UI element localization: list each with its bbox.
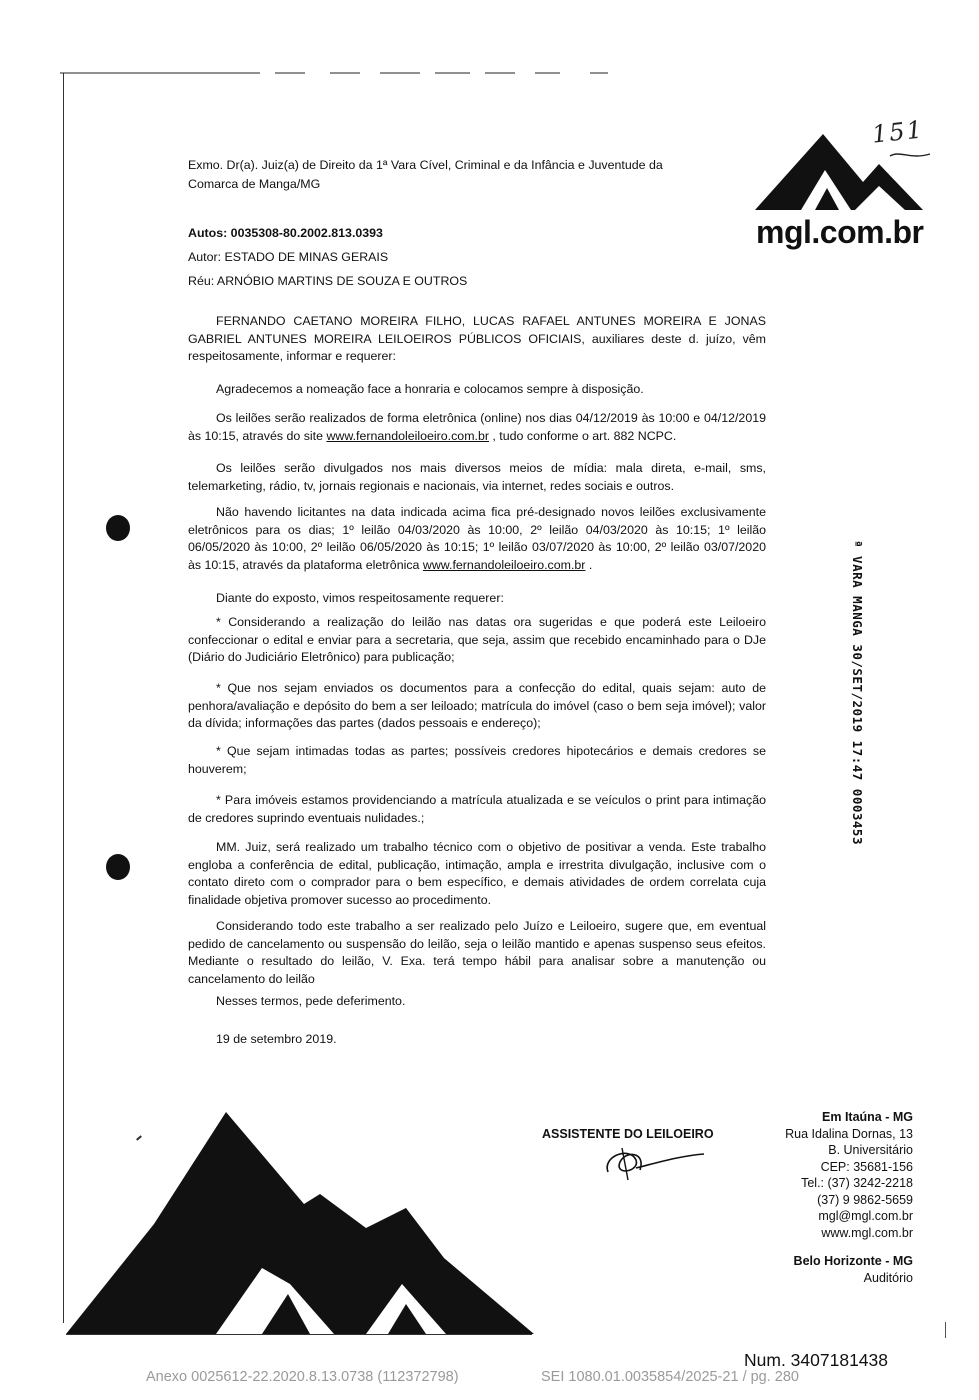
contact-city-bh: Belo Horizonte - MG (793, 1254, 913, 1268)
signature-label: ASSISTENTE DO LEILOEIRO (542, 1127, 714, 1141)
contact-email[interactable]: mgl@mgl.com.br (818, 1209, 913, 1223)
paragraph-cancellation: Considerando todo este trabalho a ser realizado pelo Juízo e Leiloeiro, sugere que, em eventual pedido de cancelamento ou suspensão do leilão, seja o leilão mantido e apenas suspenso seus efeitos. Mediante o resultado do leilão, V. Exa. terá tempo hábil para analisar sobre a manutenção ou cancelamento do leilão (188, 919, 766, 986)
brand-name: mgl.com.br (756, 214, 924, 250)
defendant: Réu: ARNÓBIO MARTINS DE SOUZA E OUTROS (188, 274, 468, 288)
platform-link[interactable]: www.fernandoleiloeiro.com.br (422, 557, 586, 572)
addressee-line-1: Exmo. Dr(a). Juiz(a) de Direito da 1ª Vara Cível, Criminal e da Infância e Juventude da (188, 158, 663, 172)
brand-logo-mountains (755, 130, 925, 212)
contact-district: B. Universitário (828, 1143, 913, 1157)
new-dates-text: Não havendo licitantes na data indicada acima fica pré-designado novos leilões exclusivamente eletrônicos para os dias; 1º leilão 04/03/2020 às 10:00, 2º leilão 04/03/2020 às 10:15; 1º leilão 06/05/2020 às 10:00, 2º leilão 06/05/2020 às 10:15; 1º leilão 03/07/2020 às 10:00, 2º leilão 03/07/2020 às 10:15, através da plataforma eletrônica (188, 505, 766, 572)
request-item-1: * Considerando a realização do leilão nas datas ora sugeridas e que poderá este Leiloeiro confeccionar o edital e enviar para a secretaria, que seja, assim que recebido encaminhado para o DJe (Diário do Judiciário Eletrônico) para publicação; (188, 615, 766, 664)
auction-dates-tail: , tudo conforme o art. 882 NCPC. (488, 428, 677, 443)
paragraph-publicity: Os leilões serão divulgados nos mais diversos meios de mídia: mala direta, e-mail, sms, telemarketing, rádio, tv, jornais regionais e nacionais, via internet, redes sociais e outros. (188, 461, 766, 493)
request-item-3: * Que sejam intimadas todas as partes; possíveis credores hipotecários e demais credores se houverem; (188, 744, 766, 776)
footer-mountain-graphic (66, 1108, 536, 1336)
paragraph-technical-work: MM. Juiz, será realizado um trabalho técnico com o objetivo de positivar a venda. Este trabalho engloba a conferência de edital, publicação, intimação, ampla e irrestrita divulgação, inclusive com o contato direto com o comprador para o bem específico, e demais atividades de ordem correlata cuja finalidade objetiva promover sucesso ao procedimento. (188, 840, 766, 907)
punch-hole-bottom (106, 854, 130, 880)
contact-phone-1: Tel.: (37) 3242-2218 (801, 1176, 913, 1190)
document-number: Num. 3407181438 (744, 1350, 888, 1370)
plaintiff: Autor: ESTADO DE MINAS GERAIS (188, 250, 389, 264)
intro-paragraph: FERNANDO CAETANO MOREIRA FILHO, LUCAS RAFAEL ANTUNES MOREIRA E JONAS GABRIEL ANTUNES MOREIRA LEILOEIROS PÚBLICOS OFICIAIS, auxiliares deste d. juízo, vêm respeitosamente, informar e requerer: (188, 314, 766, 363)
contact-street: Rua Idalina Dornas, 13 (785, 1126, 913, 1141)
contact-venue: Auditório (863, 1270, 913, 1285)
annex-reference: Anexo 0025612-22.2020.8.13.0738 (112372798) (146, 1369, 459, 1385)
punch-hole-top (106, 515, 130, 541)
contact-website[interactable]: www.mgl.com.br (821, 1225, 913, 1240)
request-item-4: * Para imóveis estamos providenciando a matrícula atualizada e se veículos o print para intimação de credores suprindo eventuais nulidades.; (188, 793, 766, 825)
document-date: 19 de setembro 2019. (216, 1032, 337, 1046)
case-number: Autos: 0035308-80.2002.813.0393 (188, 226, 383, 240)
auction-dates-text: Os leilões serão realizados de forma eletrônica (online) nos dias 04/12/2019 às 10:00 e 04/12/2019 às 10:15, através do site (188, 411, 766, 443)
paragraph-auction-dates (188, 410, 766, 445)
handwritten-signature (600, 1142, 710, 1184)
right-edge-mark (945, 1322, 946, 1338)
sei-reference: SEI 1080.01.0035854/2025-21 / pg. 280 (541, 1369, 799, 1385)
contact-cep: CEP: 35681-156 (820, 1159, 913, 1174)
paragraph-thanks: Agradecemos a nomeação face a honraria e colocamos sempre à disposição. (216, 382, 644, 396)
court-receipt-stamp: ª VARA MANGA 30/SET/2019 17:47 0003453 (850, 540, 865, 845)
top-border-dashes (60, 70, 620, 76)
request-item-2: * Que nos sejam enviados os documentos para a confecção do edital, quais sejam: auto de penhora/avaliação e depósito do bem a ser leiloado; matrícula do imóvel (caso o bem seja imóvel); valor da dívida; informações das partes (dados pessoais e endereço); (188, 681, 766, 730)
new-dates-tail: . (585, 557, 593, 572)
auction-site-link[interactable]: www.fernandoleiloeiro.com.br (326, 428, 489, 443)
contact-city-itauna: Em Itaúna - MG (822, 1110, 913, 1124)
contact-block (785, 1109, 913, 1286)
paragraph-requests-intro: Diante do exposto, vimos respeitosamente requerer: (216, 591, 504, 605)
contact-phone-2: (37) 9 9862-5659 (817, 1192, 913, 1207)
left-border-line (63, 73, 64, 1323)
closing-line: Nesses termos, pede deferimento. (216, 994, 406, 1008)
handwritten-page-number: 151 (870, 115, 926, 149)
addressee-line-2: Comarca de Manga/MG (188, 177, 321, 191)
bottom-border-line (66, 1334, 532, 1335)
paragraph-new-dates (188, 504, 766, 574)
